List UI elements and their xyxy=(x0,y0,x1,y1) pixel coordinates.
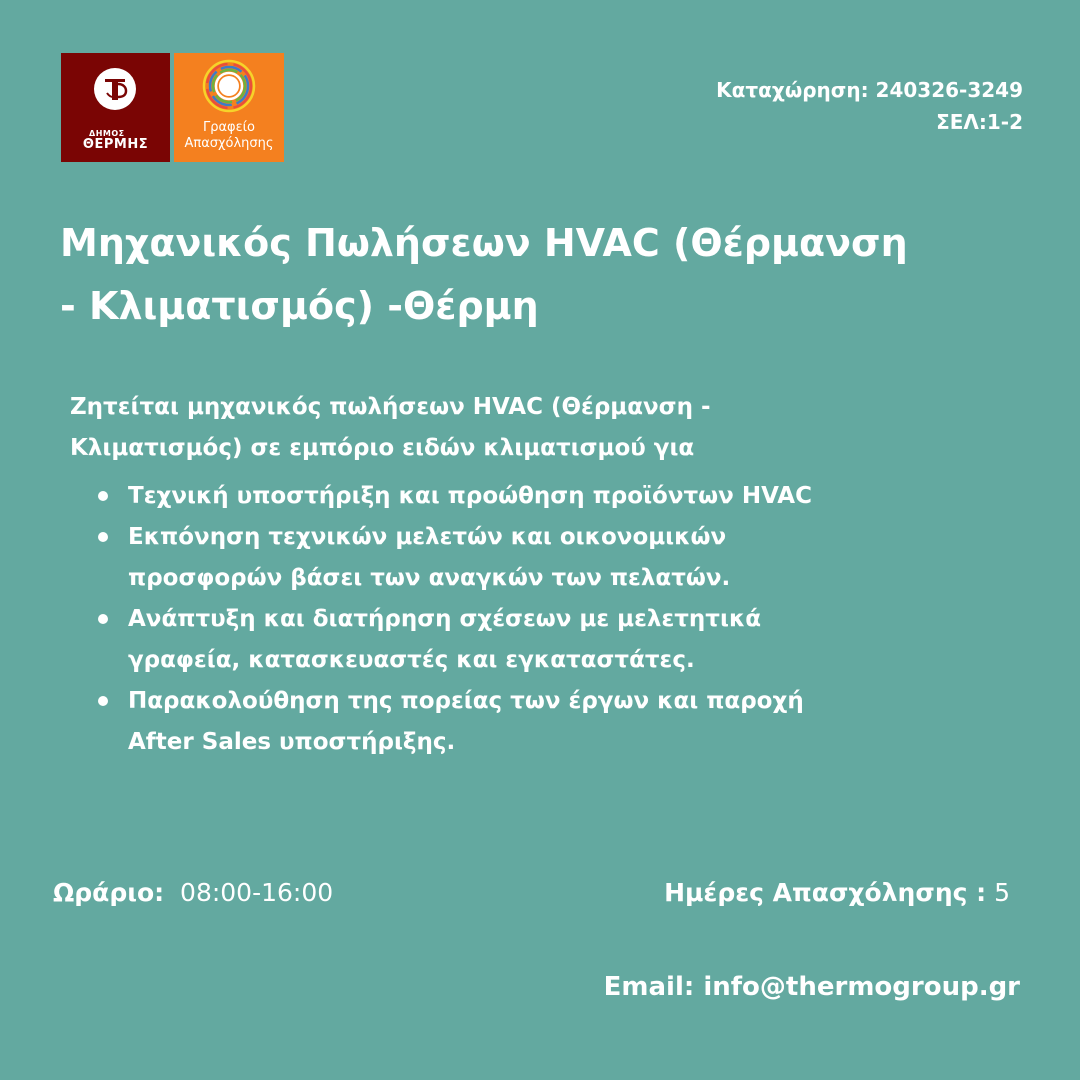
duty-item xyxy=(128,599,1033,681)
schedule-label: Ωράριο: xyxy=(53,878,165,907)
registration-info xyxy=(716,74,1023,138)
intro-line1: Ζητείται μηχανικός πωλήσεων HVAC (Θέρμανση - xyxy=(70,394,711,420)
duty-text: Παρακολούθηση της πορείας των έργων και παροχή xyxy=(128,688,804,714)
employment-office-label-line1: Γραφείο xyxy=(202,120,256,135)
bullet-icon xyxy=(98,491,108,501)
schedule xyxy=(53,870,333,916)
work-days-value: 5 xyxy=(994,878,1010,907)
intro-line2: Κλιματισμός) σε εμπόριο ειδών κλιματισμού για xyxy=(70,435,695,461)
duty-item xyxy=(128,517,1033,599)
municipality-label: ΘΕΡΜΗΣ xyxy=(82,137,149,152)
duty-text: Εκπόνηση τεχνικών μελετών και οικονομικών xyxy=(128,524,727,550)
municipality-logo xyxy=(61,53,170,162)
job-title-line2: - Κλιματισμός) -Θέρμη xyxy=(60,284,539,328)
schedule-value: 08:00-16:00 xyxy=(180,878,334,907)
bullet-icon xyxy=(98,532,108,542)
duty-text: Ανάπτυξη και διατήρηση σχέσεων με μελετητικά xyxy=(128,606,762,632)
job-title xyxy=(60,212,1020,338)
work-days xyxy=(664,870,1010,916)
employment-office-logo xyxy=(174,53,284,162)
bullet-icon xyxy=(98,614,108,624)
duty-text: προσφορών βάσει των αναγκών των πελατών. xyxy=(128,565,731,591)
duty-item xyxy=(128,681,1033,763)
duty-text: Τεχνική υποστήριξη και προώθηση προϊόντων HVAC xyxy=(128,483,812,509)
employment-office-label-line2: Απασχόλησης xyxy=(184,136,274,151)
job-title-line1: Μηχανικός Πωλήσεων HVAC (Θέρμανση xyxy=(60,221,908,265)
duties-list xyxy=(128,476,1033,763)
job-description-intro xyxy=(70,387,1020,469)
page-indicator: ΣΕΛ:1-2 xyxy=(936,110,1023,134)
contact-email[interactable]: Email: info@thermogroup.gr xyxy=(603,972,1020,1002)
bullet-icon xyxy=(98,696,108,706)
municipality-label-small: ΔΗΜΟΣ xyxy=(89,129,125,138)
duty-text: After Sales υποστήριξης. xyxy=(128,729,456,755)
work-days-label: Ημέρες Απασχόλησης : xyxy=(664,878,987,907)
registration-number: Καταχώρηση: 240326-3249 xyxy=(716,78,1023,102)
duty-item xyxy=(128,476,1033,517)
duty-text: γραφεία, κατασκευαστές και εγκαταστάτες. xyxy=(128,647,695,673)
